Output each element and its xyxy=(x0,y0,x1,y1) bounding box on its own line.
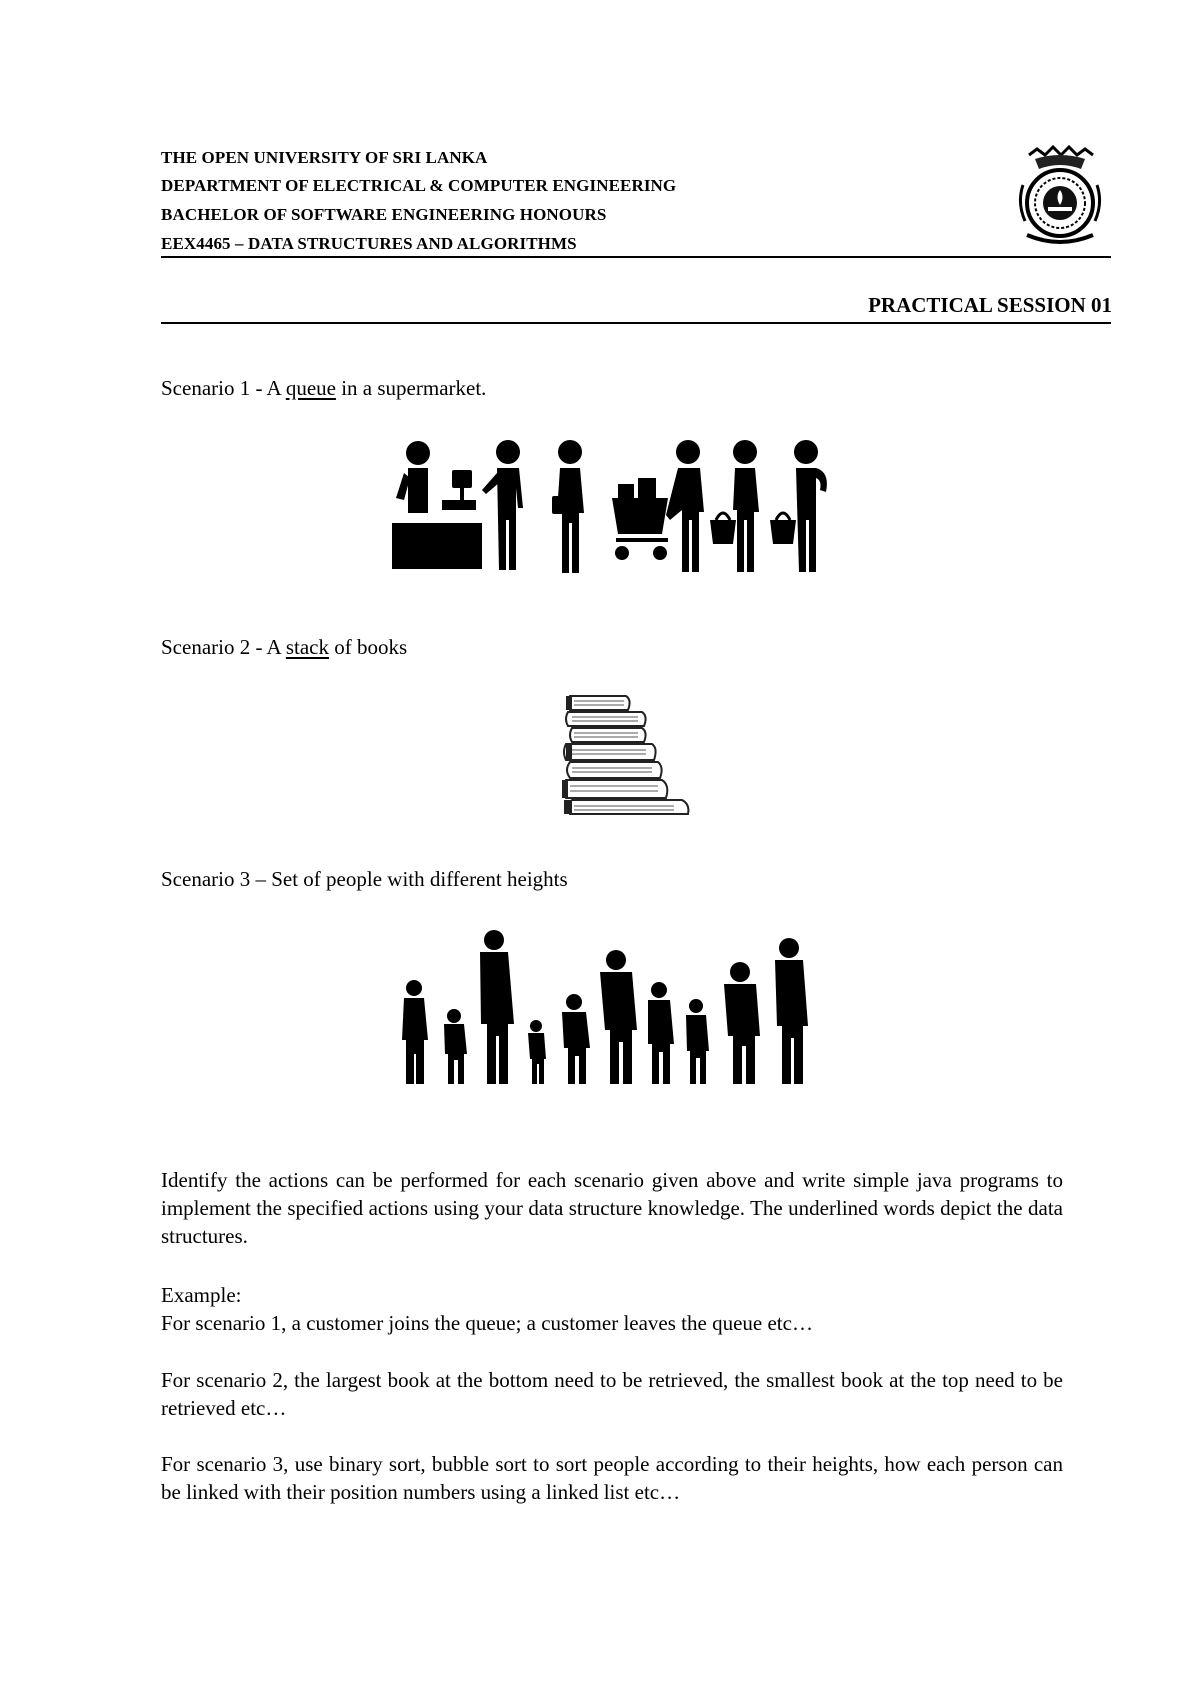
scenario-1-prefix: Scenario 1 - A xyxy=(161,376,286,400)
university-name: THE OPEN UNIVERSITY OF SRI LANKA xyxy=(161,148,488,167)
scenario-1-keyword: queue xyxy=(285,376,336,400)
degree-name: BACHELOR OF SOFTWARE ENGINEERING HONOURS xyxy=(161,205,607,224)
university-crest-icon xyxy=(1015,145,1105,250)
scenario-3-prefix: Scenario 3 – Set of people with different heights xyxy=(161,867,568,891)
scenario-2-prefix: Scenario 2 - A xyxy=(161,635,286,659)
people-heights-illustration-icon xyxy=(396,930,826,1090)
example-item-3: For scenario 3, use binary sort, bubble sort to sort people according to their heights, how each person can be linked with their position numbers using a linked list etc… xyxy=(161,1452,1063,1504)
book-stack-illustration-icon xyxy=(562,688,702,828)
session-title: PRACTICAL SESSION 01 xyxy=(868,293,1112,317)
example-label: Example: xyxy=(161,1283,242,1307)
scenario-2-keyword: stack xyxy=(285,635,329,659)
scenario-3-label xyxy=(161,866,568,892)
supermarket-queue-illustration-icon xyxy=(390,438,860,573)
department-name: DEPARTMENT OF ELECTRICAL & COMPUTER ENGINEERING xyxy=(161,176,677,195)
scenario-2-suffix: of books xyxy=(328,635,408,659)
instructions-paragraph: Identify the actions can be performed for each scenario given above and write simple java programs to implement the specified actions using your data structure knowledge. The underlined words depict the data structures. xyxy=(161,1168,1063,1248)
scenario-2-label xyxy=(161,634,407,660)
course-title: EEX4465 – DATA STRUCTURES AND ALGORITHMS xyxy=(161,234,577,253)
scenario-1-suffix: in a supermarket. xyxy=(335,376,487,400)
title-divider xyxy=(161,322,1111,324)
scenario-1-label xyxy=(161,375,486,401)
header-divider xyxy=(161,256,1111,258)
example-item-2: For scenario 2, the largest book at the bottom need to be retrieved, the smallest book at the top need to be retrieved etc… xyxy=(161,1368,1063,1420)
example-item-1: For scenario 1, a customer joins the queue; a customer leaves the queue etc… xyxy=(161,1311,813,1335)
